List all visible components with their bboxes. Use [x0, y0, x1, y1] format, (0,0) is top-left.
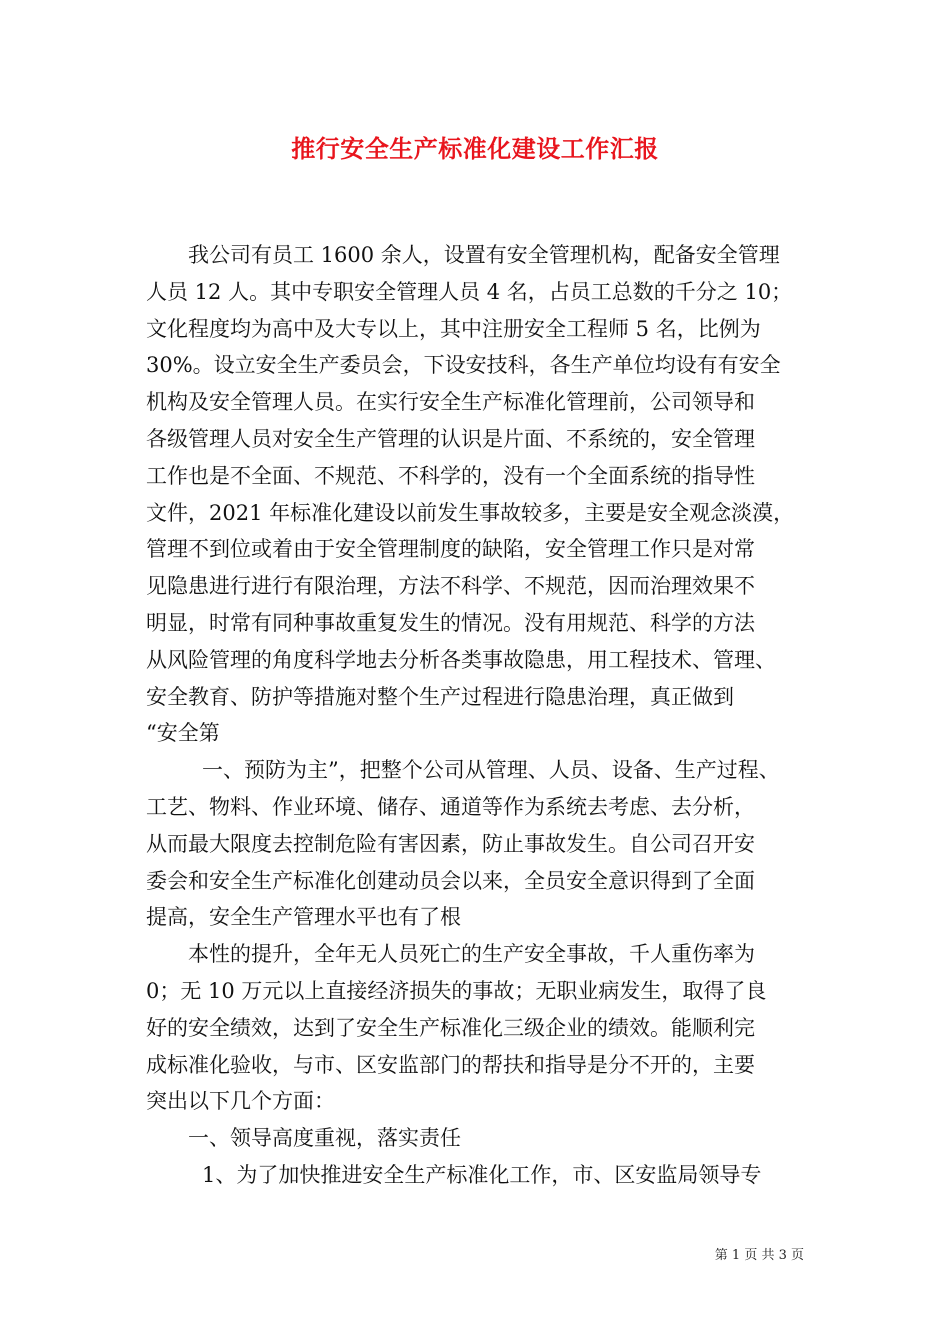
body-line: 一、预防为主”，把整个公司从管理、人员、设备、生产过程、 [202, 758, 780, 783]
page-number: 第 1 页 共 3 页 [714, 1248, 804, 1263]
document-body [146, 237, 814, 1194]
document-title: 推行安全生产标准化建设工作汇报 [291, 135, 659, 163]
body-line: 0；无 10 万元以上直接经济损失的事故；无职业病发生，取得了良 [146, 978, 767, 1003]
body-line: 好的安全绩效，达到了安全生产标准化三级企业的绩效。能顺利完 [146, 1015, 755, 1040]
body-line: “安全第 [146, 721, 220, 746]
body-line: 30%。设立安全生产委员会，下设安技科，各生产单位均设有有安全 [146, 353, 781, 378]
body-line: 从而最大限度去控制危险有害因素，防止事故发生。自公司召开安 [146, 831, 755, 856]
section-heading: 一、领导高度重视，落实责任 [188, 1126, 461, 1151]
body-line: 人员 12 人。其中专职安全管理人员 4 名，占员工总数的千分之 10； [146, 279, 793, 304]
body-line: 文化程度均为高中及大专以上，其中注册安全工程师 5 名，比例为 [146, 316, 761, 341]
body-line: 工艺、物料、作业环境、储存、通道等作为系统去考虑、去分析， [146, 794, 755, 819]
body-line: 机构及安全管理人员。在实行安全生产标准化管理前，公司领导和 [146, 390, 755, 415]
body-line: 本性的提升，全年无人员死亡的生产安全事故，千人重伤率为 [188, 942, 755, 967]
body-line: 工作也是不全面、不规范、不科学的，没有一个全面系统的指导性 [146, 463, 755, 488]
body-line: 文件，2021 年标准化建设以前发生事故较多，主要是安全观念淡漠， [146, 500, 795, 525]
body-line: 管理不到位或着由于安全管理制度的缺陷，安全管理工作只是对常 [146, 537, 755, 562]
body-line: 安全教育、防护等措施对整个生产过程进行隐患治理，真正做到 [146, 684, 734, 709]
body-line: 各级管理人员对安全生产管理的认识是片面、不系统的，安全管理 [146, 426, 755, 451]
body-line: 1、为了加快推进安全生产标准化工作，市、区安监局领导专 [202, 1162, 762, 1187]
body-line: 从风险管理的角度科学地去分析各类事故隐患，用工程技术、管理、 [146, 647, 776, 672]
body-line: 见隐患进行进行有限治理，方法不科学、不规范，因而治理效果不 [146, 574, 755, 599]
body-line: 成标准化验收，与市、区安监部门的帮扶和指导是分不开的，主要 [146, 1052, 755, 1077]
body-line: 提高，安全生产管理水平也有了根 [146, 905, 461, 930]
body-line: 我公司有员工 1600 余人，设置有安全管理机构，配备安全管理 [188, 243, 780, 267]
body-line: 突出以下几个方面： [146, 1089, 335, 1114]
body-line: 委会和安全生产标准化创建动员会以来，全员安全意识得到了全面 [146, 868, 755, 893]
body-line: 明显，时常有同种事故重复发生的情况。没有用规范、科学的方法 [146, 610, 755, 635]
